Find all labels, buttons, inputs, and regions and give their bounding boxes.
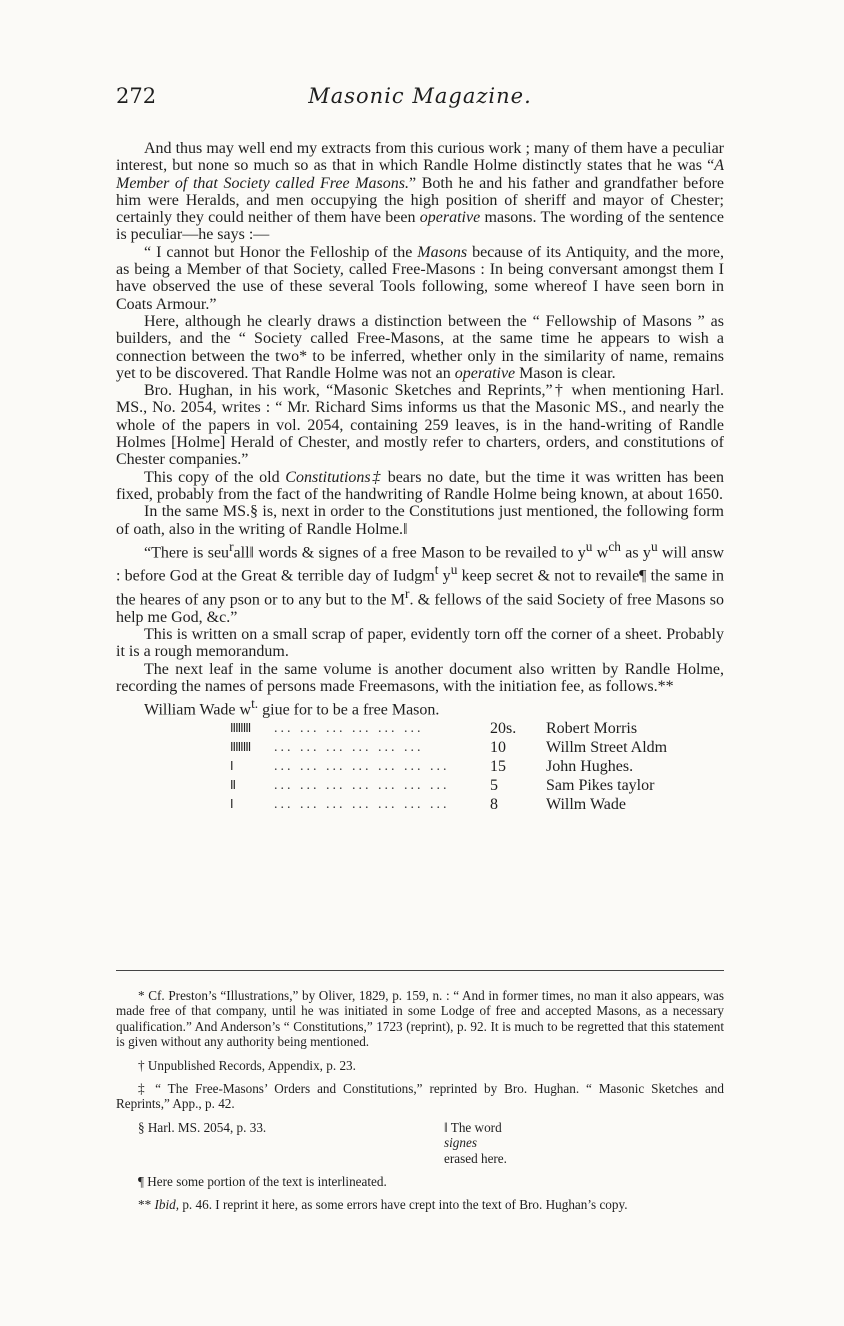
footnote-divider [116,970,724,971]
tally-marks: I [230,758,233,773]
footnote-pair [116,1120,724,1166]
leader-dots: ... ... ... ... ... ... [274,720,424,736]
paragraph: In the same MS.§ is, next in order to the Constitutions just mentioned, the following form of oath, also in the writing of Randle Holme.‖ [116,503,724,538]
page-header [116,84,724,114]
footnote: ‡ “ The Free-Masons’ Orders and Constitutions,” reprinted by Bro. Hughan. “ Masonic Sketches and Reprints,” App., p. 42. [116,1081,724,1112]
list-heading: William Wade $w^{t.}$ giue for to be a free Mason. [144,696,440,719]
footnote: ** Ibid, p. 46. I reprint it here, as some errors have crept into the text of Bro. Hughan’s copy. [138,1197,628,1213]
footnote: ‖ The word signes erased here. [444,1119,507,1166]
quotation-paragraph: “ I cannot but Honor the Felloship of the Masons because of its Antiquity, and the more, as being a Member of that Society, called Free-Masons : In being conversant amongst them I have observed the use of these several Tools following, some whereof I have seen born in Coats Armour.” [116,243,725,313]
paragraph: Bro. Hughan, in his work, “Masonic Sketches and Reprints,”† when mentioning Harl. MS., No. 2054, writes : “ Mr. Richard Sims informs us that the Masonic MS., and nearly the whole of the papers in vol. 2054, containing 259 leaves, is in the hand-writing of Randle Holmes [Holme] Herald of Chester, and mostly refer to charters, orders, and constitutions of Chester companies.” [116,382,724,469]
list-row [230,795,667,814]
fee-amount: 10 [490,738,506,756]
paragraph: And thus may well end my extracts from this curious work ; many of them have a peculiar interest, but none so much so as that in which Randle Holme distinctly states that he was “A Member of that Society called Free Masons.” Both he and his father and grandfather before him were Heralds, and men occupying the high position of sheriff and mayor of Chester; certainly they could neither of them have been operative masons. The wording of the sentence is peculiar—he says :— [116,140,725,244]
tally-marks: IIIIIIII [230,720,251,735]
fee-amount: 15 [490,757,506,775]
member-name: Willm Street Aldm [546,738,668,756]
tally-marks: IIIIIIII [230,739,251,754]
member-name: Robert Morris [546,719,638,737]
list-row [230,776,667,795]
member-name: John Hughes. [546,757,634,775]
paragraph: Here, although he clearly draws a distinction between the “ Fellowship of Masons ” as builders, and the “ Society called Free-Masons, at the same time he appears to wish a connection between the two* to be inferred, whether only in the similarity of name, remains yet to be discovered. That Randle Holme was not an operative Mason is clear. [116,312,724,382]
footnote: * Cf. Preston’s “Illustrations,” by Oliver, 1829, p. 159, n. : “ And in former times, no man it also appears, was made free of that company, until he was initiated in some Lodge of free and accepted Masons, as a necessary qualification.” And Anderson’s “ Constitutions,” 1723 (reprint), p. 92. It is much to be regretted that this statement is given without any authority being mentioned. [116,988,724,1050]
paragraph: This is written on a small scrap of paper, evidently torn off the corner of a sheet. Probably it is a rough memorandum. [116,626,724,661]
tally-marks: I [230,796,233,811]
tally-marks: II [230,777,236,792]
leader-dots: ... ... ... ... ... ... ... [274,777,450,793]
member-name: Sam Pikes taylor [546,776,655,794]
running-title: Masonic Magazine. [308,84,532,108]
footnotes [116,988,724,1221]
list-row [230,738,667,757]
leader-dots: ... ... ... ... ... ... ... [274,796,450,812]
footnote: § Harl. MS. 2054, p. 33. [138,1119,267,1135]
leader-dots: ... ... ... ... ... ... ... [274,758,450,774]
fee-amount: 5 [490,776,498,794]
footnote: † Unpublished Records, Appendix, p. 23. [138,1057,356,1073]
fee-amount: 20s. [490,719,517,737]
oath-quotation: “There is seu$^r$all‖ words & signes of a free Mason to be revailed to $y^u$ $w^{ch}$ as $y^u$ will answ : before God at the Great & terrible day of Iudgm$^t$ $y^u$ keep secret & not to revaile¶ the same in the heares of any pson or to any but to the $M^r$. & fellows of the said Society of free Masons so help me God, &c.” [116,538,725,626]
paragraph: The next leaf in the same volume is another document also written by Randle Holme, recording the names of persons made Freemasons, with the initiation fee, as follows.** [116,660,724,695]
list-row [230,757,667,776]
leader-dots: ... ... ... ... ... ... [274,739,424,755]
initiation-fee-list [230,719,667,814]
paragraph: This copy of the old Constitutions‡ bears no date, but the time it was written has been fixed, probably from the fact of the handwriting of Randle Holme being known, at about 1650. [116,468,724,503]
list-row [230,719,667,738]
article-body [116,140,724,814]
member-name: Willm Wade [546,795,626,813]
page-number: 272 [116,84,157,108]
fee-amount: 8 [490,795,498,813]
footnote: ¶ Here some portion of the text is interlineated. [138,1174,387,1190]
